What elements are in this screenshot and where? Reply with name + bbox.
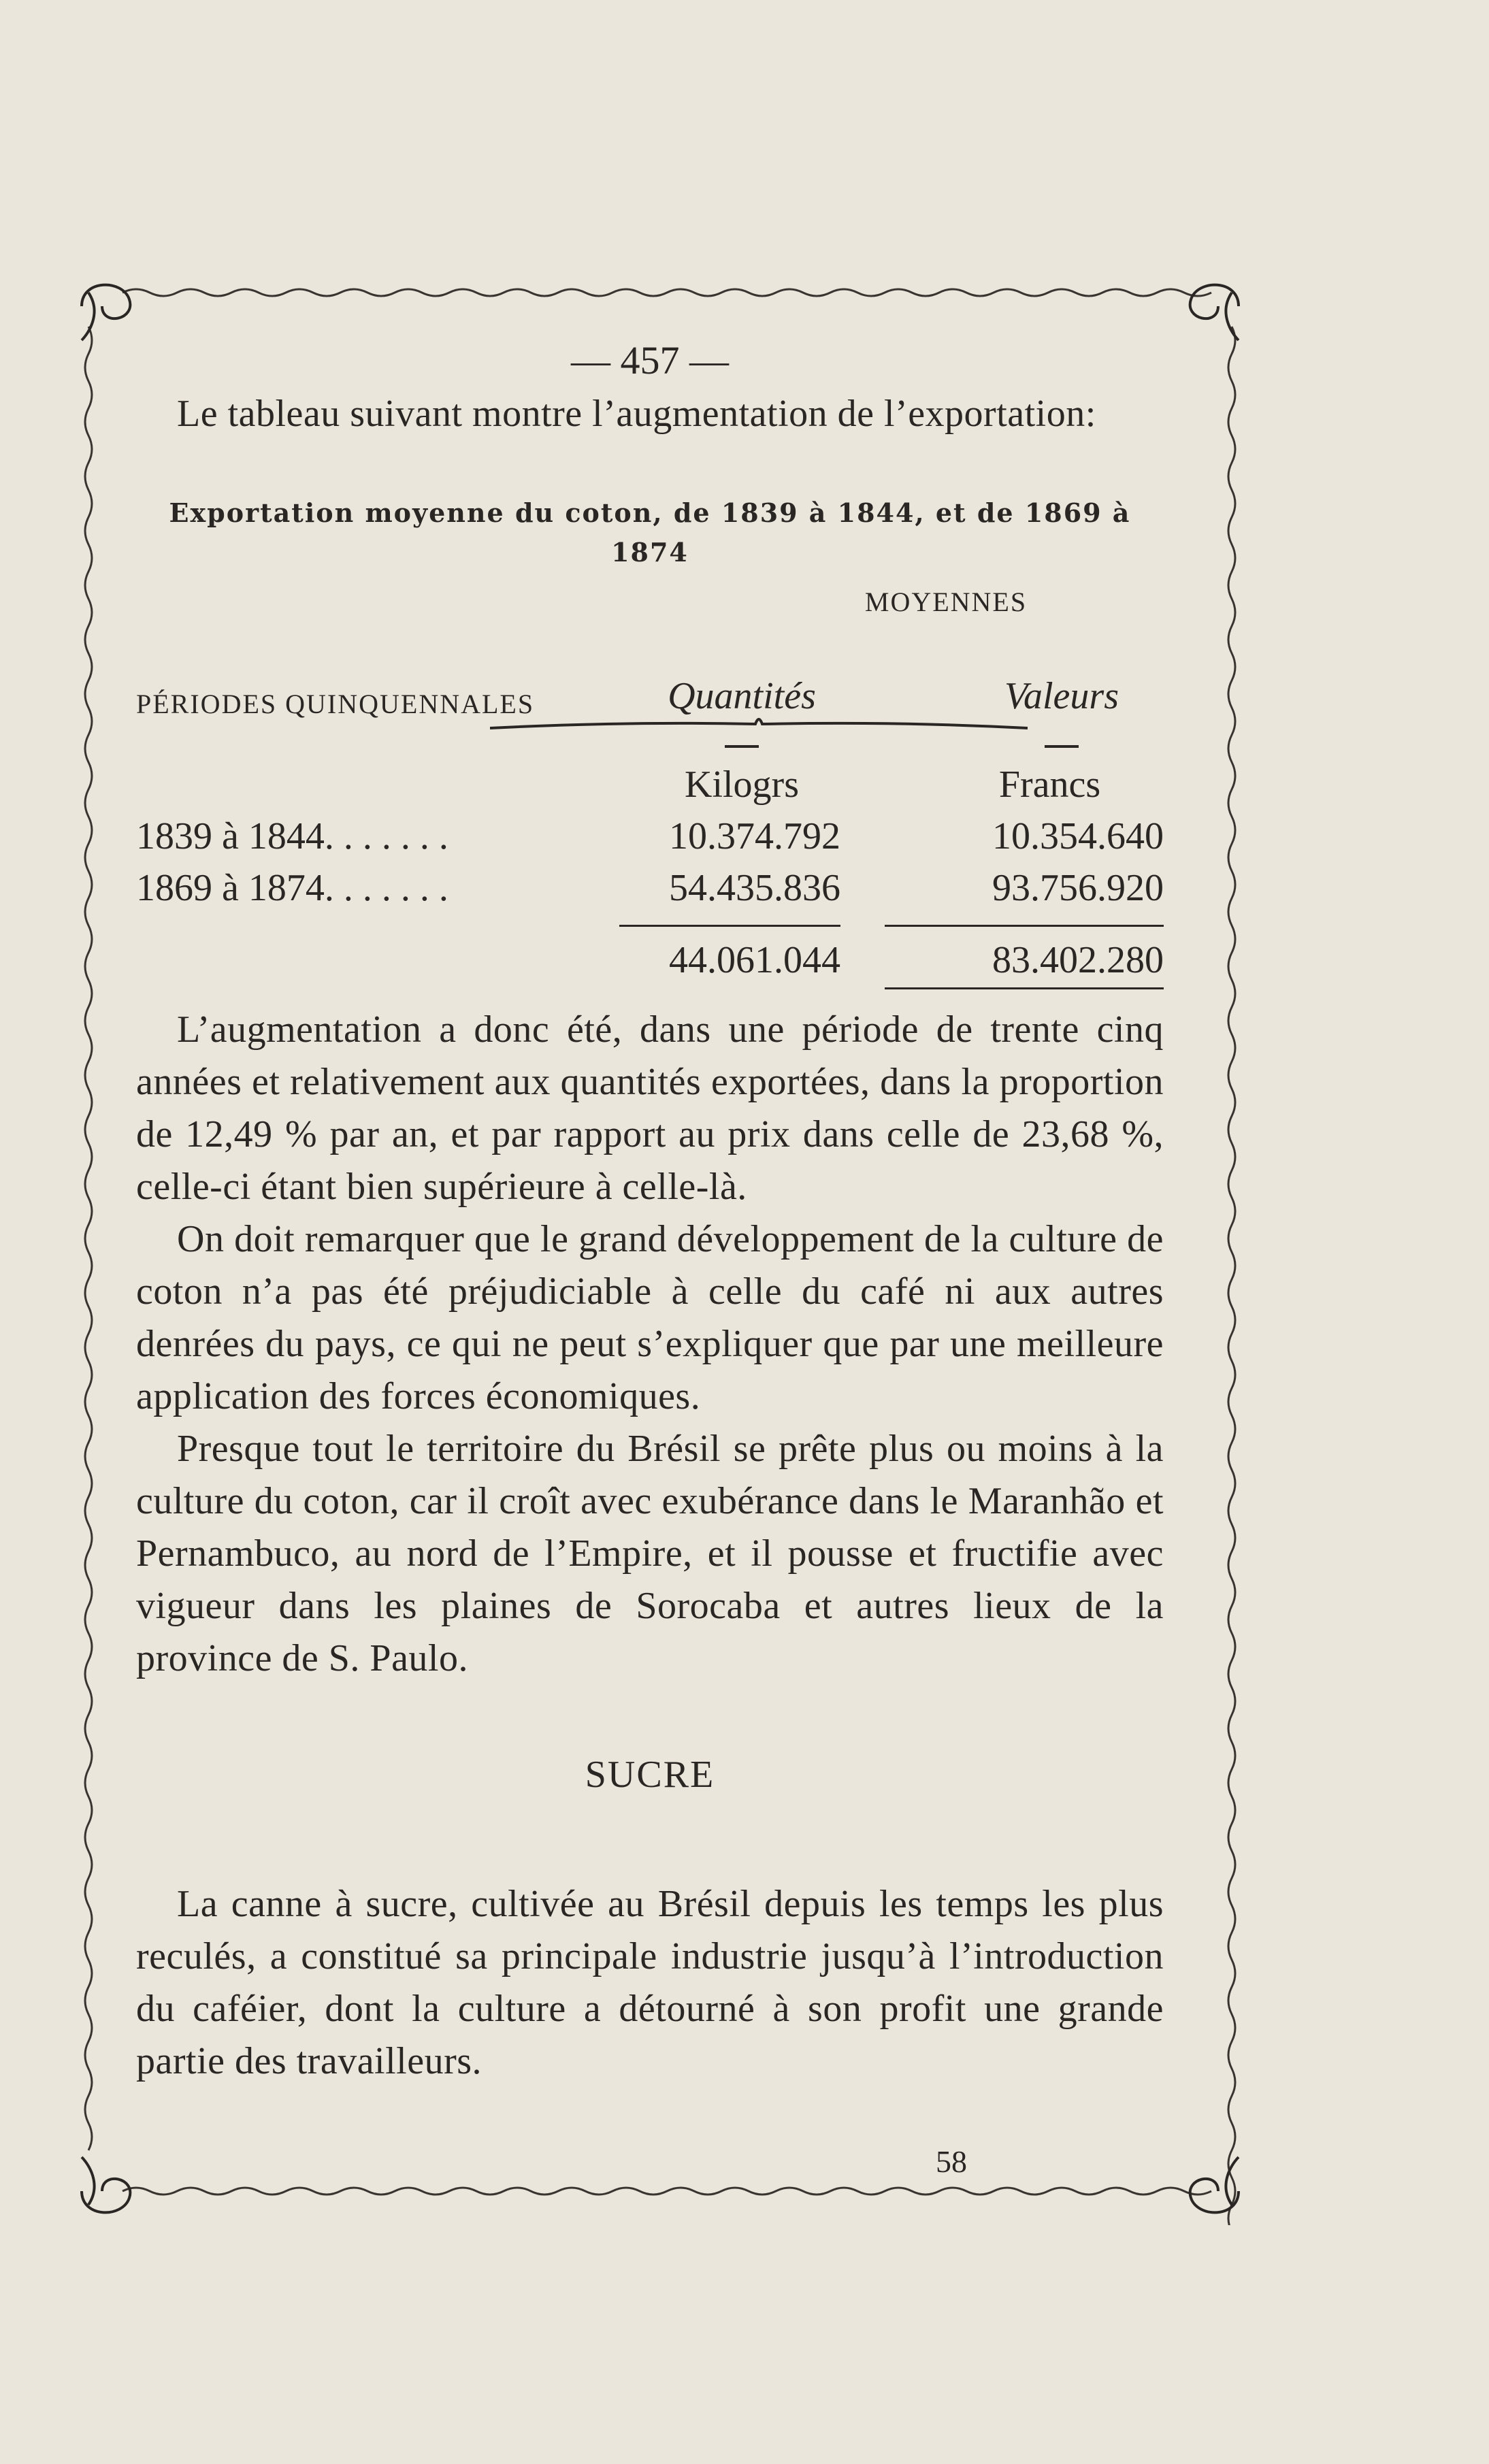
difference-row (136, 932, 1164, 990)
intro-paragraph: Le tableau suivant montre l’augmentation de l’exportation: (177, 393, 1096, 435)
page-number: — 457 — (571, 338, 729, 382)
body-paragraph: Presque tout le territoire du Brésil se prête plus ou moins à la culture du coton, car il croît avec exubérance dans le Maranhão et Pernambuco, au nord de l’Empire, et il pousse et fructifie avec vigueur dans les plaines de Sorocaba et autres lieux de la province de S. Paulo. (136, 1428, 1164, 1679)
unit-quantity: Kilogrs (685, 763, 799, 806)
table-row (136, 866, 1164, 918)
diff-underline (885, 987, 1164, 989)
dash-value (1045, 745, 1079, 748)
diff-value: 83.402.280 (992, 939, 1164, 981)
sucre-paragraph: La canne à sucre, cultivée au Brésil depuis les temps les plus reculés, a constitué sa principale industrie jusqu’à l’introduction du caféier, dont la culture a détourné à son profit une grande partie des travailleurs. (136, 1883, 1164, 2082)
group-header-label: MOYENNES (864, 587, 1028, 617)
row-quantity: 54.435.836 (669, 867, 840, 909)
column-period-header: PÉRIODES QUINQUENNALES (136, 689, 535, 719)
row-value: 93.756.920 (992, 867, 1164, 909)
dash-quantity (725, 745, 759, 748)
unit-value: Francs (998, 763, 1101, 806)
column-quantity-header: Quantités (668, 675, 816, 717)
brace-icon (490, 708, 1028, 735)
rule-value (885, 925, 1164, 927)
row-period: 1839 à 1844. . . . . . . (136, 815, 448, 857)
column-value-header: Valeurs (1004, 675, 1119, 717)
sum-rule (136, 918, 1164, 932)
body-paragraph: L’augmentation a donc été, dans une période de trente cinq années et relativement aux quantités exportées, dans la proportion de 12,49 % par an, et par rapport au prix dans celle de 23,68 %, celle-ci étant bien supérieure à celle-là. (136, 1008, 1164, 1208)
row-value: 10.354.640 (992, 815, 1164, 857)
diff-quantity: 44.061.044 (669, 939, 840, 981)
row-period: 1869 à 1874. . . . . . . (136, 867, 448, 909)
table-title: Exportation moyenne du coton, de 1839 à 1844, et de 1869 à 1874 (169, 497, 1131, 568)
body-paragraph: On doit remarquer que le grand développement de la culture de coton n’a pas été préjudiciable à celle du café ni aux autres denrées du pays, ce qui ne peut s’expliquer que par une meilleure application des forces économiques. (136, 1218, 1164, 1417)
rule-quantity (619, 925, 840, 927)
table-row (136, 815, 1164, 866)
units-row (136, 763, 1164, 815)
group-header (136, 586, 1164, 634)
folio-number: 58 (936, 2144, 967, 2179)
section-title: SUCRE (585, 1754, 715, 1796)
page-content (136, 320, 1164, 2088)
row-quantity: 10.374.792 (669, 815, 840, 857)
